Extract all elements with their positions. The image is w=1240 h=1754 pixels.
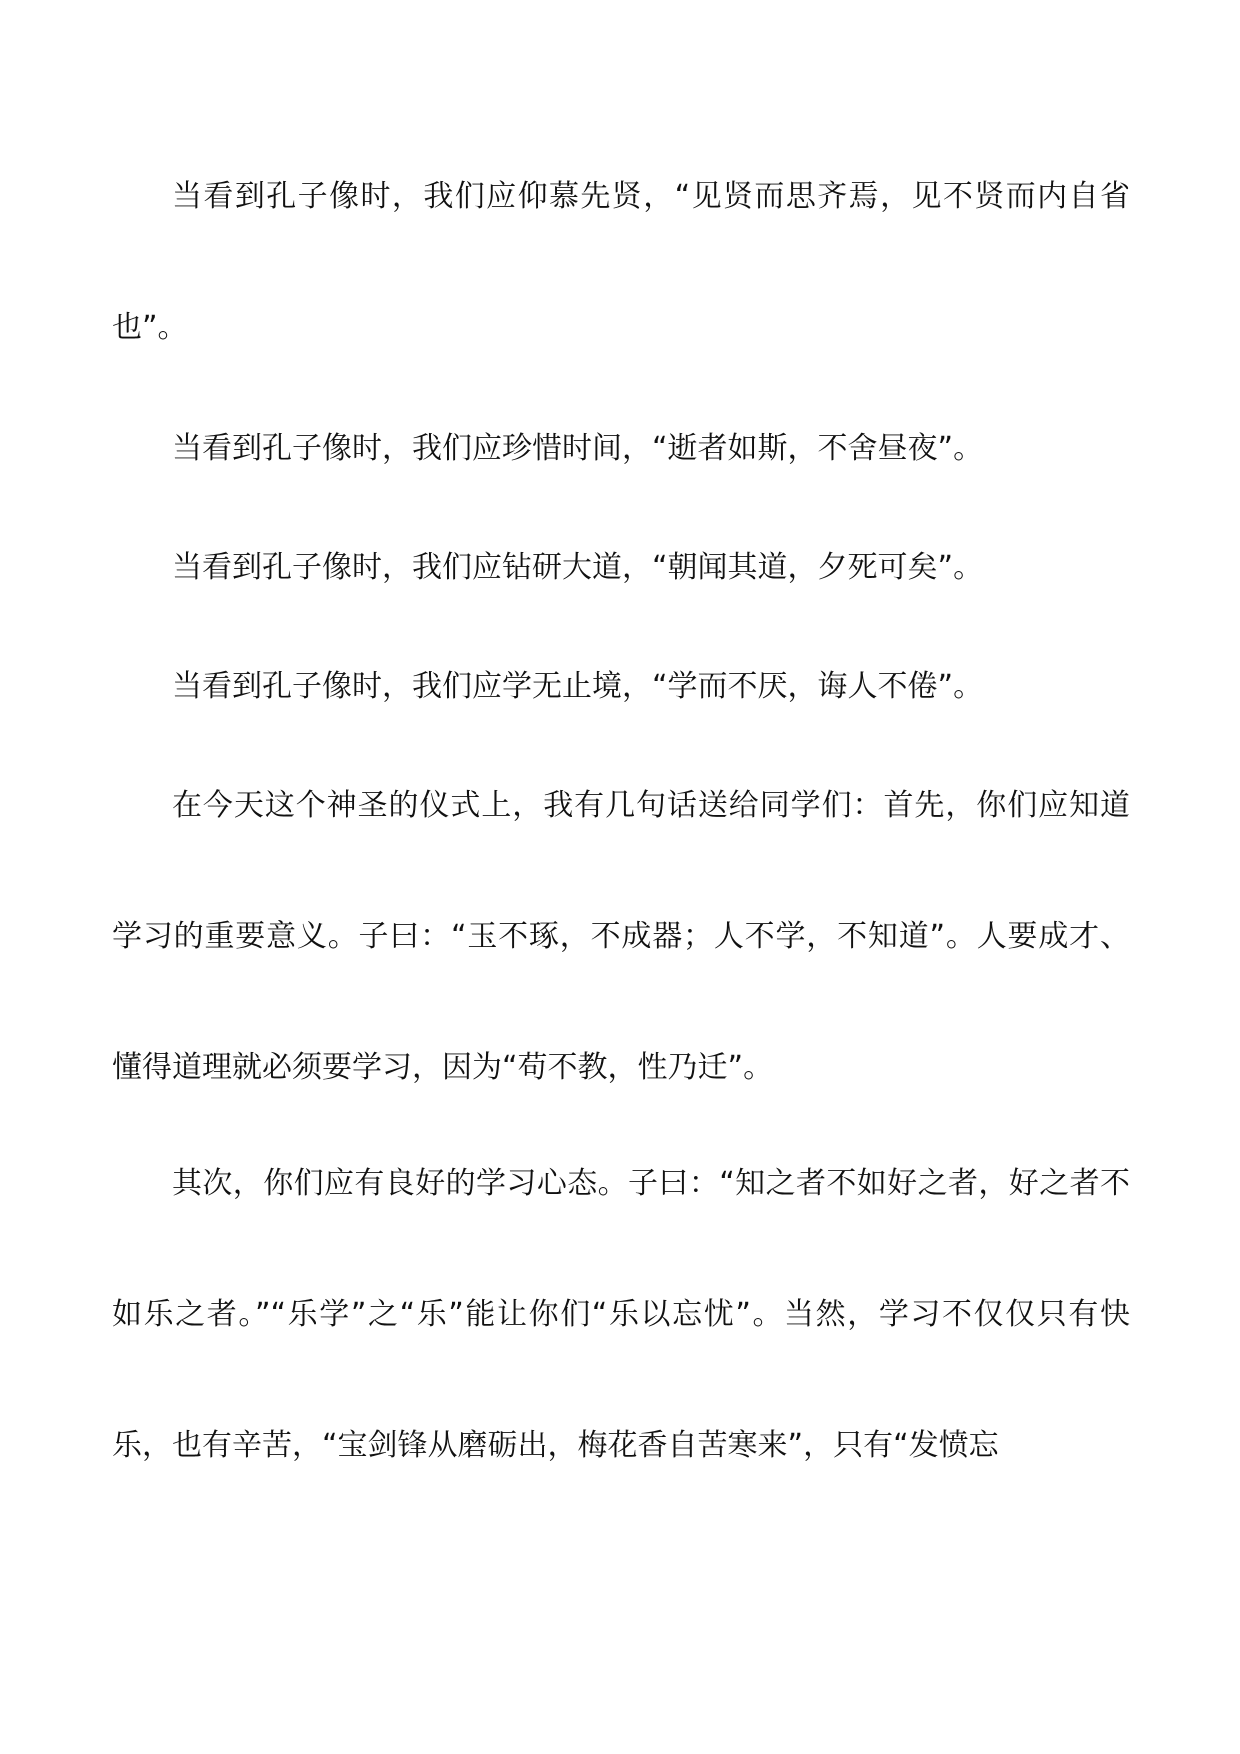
paragraph-6: 其次，你们应有良好的学习心态。子曰：“知之者不如好之者，好之者不如乐之者。”“乐学”之“乐”能让你们“乐以忘忧”。当然，学习不仅仅只有快乐，也有辛苦，“宝剑锋从磨砺出，梅花香自苦寒来”，只有“发愤忘: [112, 1166, 1130, 1463]
paragraph-2: 当看到孔子像时，我们应珍惜时间，“逝者如斯，不舍昼夜”。: [172, 431, 984, 466]
paragraph-3: 当看到孔子像时，我们应钻研大道，“朝闻其道，夕死可矣”。: [172, 550, 984, 585]
paragraph-5: 在今天这个神圣的仪式上，我有几句话送给同学们：首先，你们应知道学习的重要意义。子曰：“玉不琢，不成器；人不学，不知道”。人要成才、懂得道理就必须要学习，因为“苟不教，性乃迁”。: [112, 788, 1130, 1085]
paragraph-1: 当看到孔子像时，我们应仰慕先贤，“见贤而思齐焉，见不贤而内自省也”。: [112, 179, 1130, 345]
paragraph-4: 当看到孔子像时，我们应学无止境，“学而不厌，诲人不倦”。: [172, 669, 984, 704]
